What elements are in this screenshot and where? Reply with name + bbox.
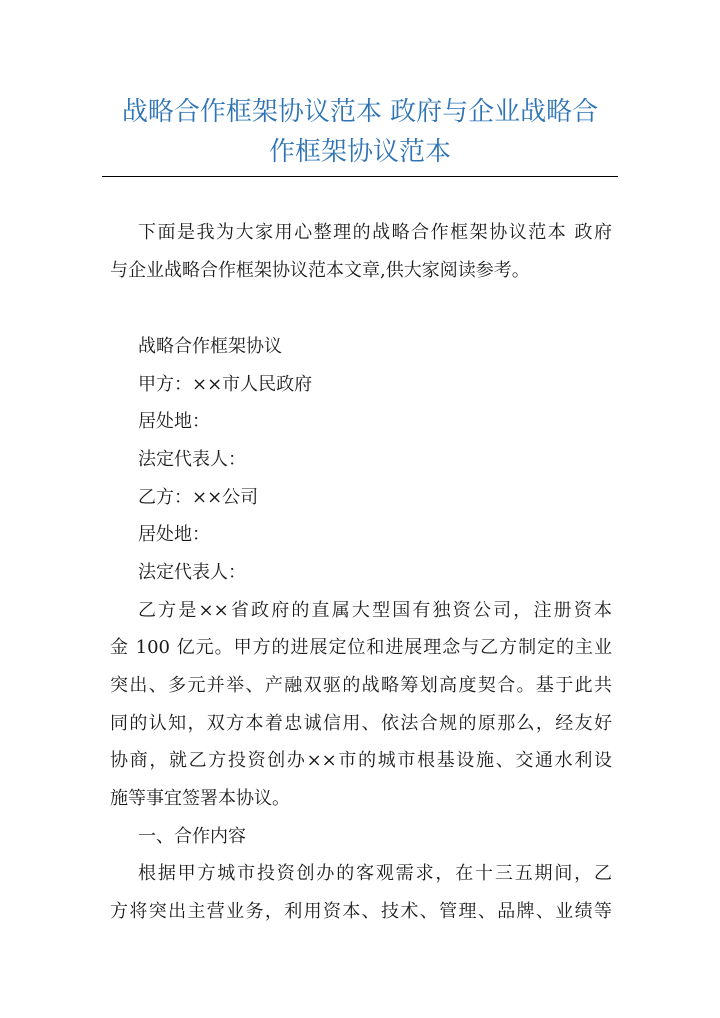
paragraph-1-line-2: 金 100 亿元。甲方的进展定位和进展理念与乙方制定的主业 — [110, 637, 612, 658]
party-b-address: 居处地： — [138, 524, 210, 545]
title-divider — [102, 176, 618, 177]
paragraph-1-line-1: 乙方是××省政府的直属大型国有独资公司，注册资本 — [138, 600, 612, 621]
party-a-name: 甲方：××市人民政府 — [138, 374, 313, 395]
paragraph-1-line-4: 同的认知，双方本着忠诚信用、依法合规的原那么，经友好 — [110, 713, 612, 734]
paragraph-2-line-2: 方将突出主营业务，利用资本、技术、管理、品牌、业绩等 — [110, 901, 612, 922]
paragraph-1-line-3: 突出、多元并举、产融双驱的战略筹划高度契合。基于此共 — [110, 675, 612, 696]
party-a-address: 居处地： — [138, 411, 210, 432]
intro-line-2: 与企业战略合作框架协议范本文章,供大家阅读参考。 — [110, 260, 530, 281]
party-a-representative: 法定代表人： — [138, 449, 246, 470]
party-b-representative: 法定代表人： — [138, 562, 246, 583]
intro-line-1: 下面是我为大家用心整理的战略合作框架协议范本 政府 — [138, 222, 612, 243]
document-title-line-2: 作框架协议范本 — [268, 137, 451, 167]
paragraph-1-line-5: 协商，就乙方投资创办××市的城市根基设施、交通水利设 — [110, 750, 612, 771]
party-b-name: 乙方：××公司 — [138, 487, 259, 508]
document-title-line-1: 战略合作框架协议范本 政府与企业战略合 — [121, 97, 599, 127]
paragraph-2-line-1: 根据甲方城市投资创办的客观需求，在十三五期间，乙 — [138, 863, 612, 884]
agreement-heading: 战略合作框架协议 — [138, 336, 282, 357]
section-1-heading: 一、合作内容 — [138, 826, 246, 847]
paragraph-1-line-6: 施等事宜签署本协议。 — [110, 788, 290, 809]
